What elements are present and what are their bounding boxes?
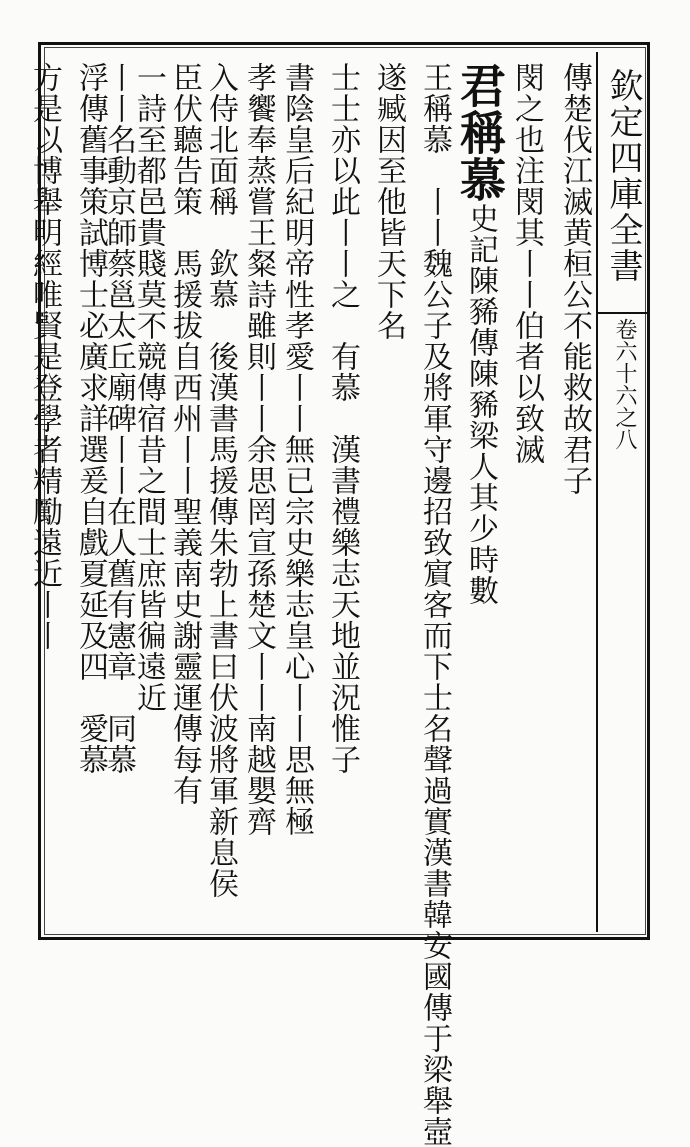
text-column-1: 傳楚伐江滅黄桓公不能救故君子 (557, 62, 592, 496)
margin-divider (596, 312, 648, 314)
text-column-8: 孝饗奉蒸嘗王粲詩雖則丨丨余思罔宣孫楚文丨丨南越嬰齊 (241, 62, 276, 837)
text-column-5: 遂臧因至他皆天下名 (371, 62, 406, 341)
text-column-3 (454, 62, 506, 922)
volume-label: 卷六十六之八 (612, 318, 637, 450)
text-column-6: 士士亦以此丨丨之 有慕 漢書禮樂志天地並況惟子 (325, 62, 360, 775)
text-column-14: 方是以博舉明經唯賢是登學者精勵遠近丨丨 (27, 62, 62, 651)
heading-jun-cheng-mu: 君稱慕 (453, 62, 507, 203)
text-column-2: 閔之也注閔其丨丨伯者以致滅 (509, 62, 544, 465)
text-column-12: 丨丨名動京師蔡邕太丘廟碑丨丨在人舊有憲章 同慕 (101, 62, 136, 775)
text-column-4: 王稱慕 丨丨魏公子及將軍守邊招致賔客而下士名聲過實漢書韓安國傳于梁舉壼 (417, 62, 452, 1147)
text-column-7: 書陰皇后紀明帝性孝愛丨丨無已宗史樂志皇心丨丨思無極 (279, 62, 314, 837)
column-3-text: 史記陳豨傳陳豨梁人其少時數 (463, 203, 498, 606)
text-column-11: 一詩至都邑貴賤莫不競傳宿昔之間士庶皆徧遠近 (131, 62, 166, 713)
text-column-9: 入侍北面稱 欽慕 後漢書馬援傳朱勃上書曰伏波將軍新息侯 (203, 62, 238, 899)
book-title: 欽定四庫全書 (603, 68, 643, 284)
text-column-13: 浮傳舊事策試博士必廣求詳選爰自戲夏延及四 愛慕 (73, 62, 108, 775)
text-column-10: 臣伏聽告策 馬援拔自西州丨丨聖義南史謝靈運傳每有 (167, 62, 202, 806)
